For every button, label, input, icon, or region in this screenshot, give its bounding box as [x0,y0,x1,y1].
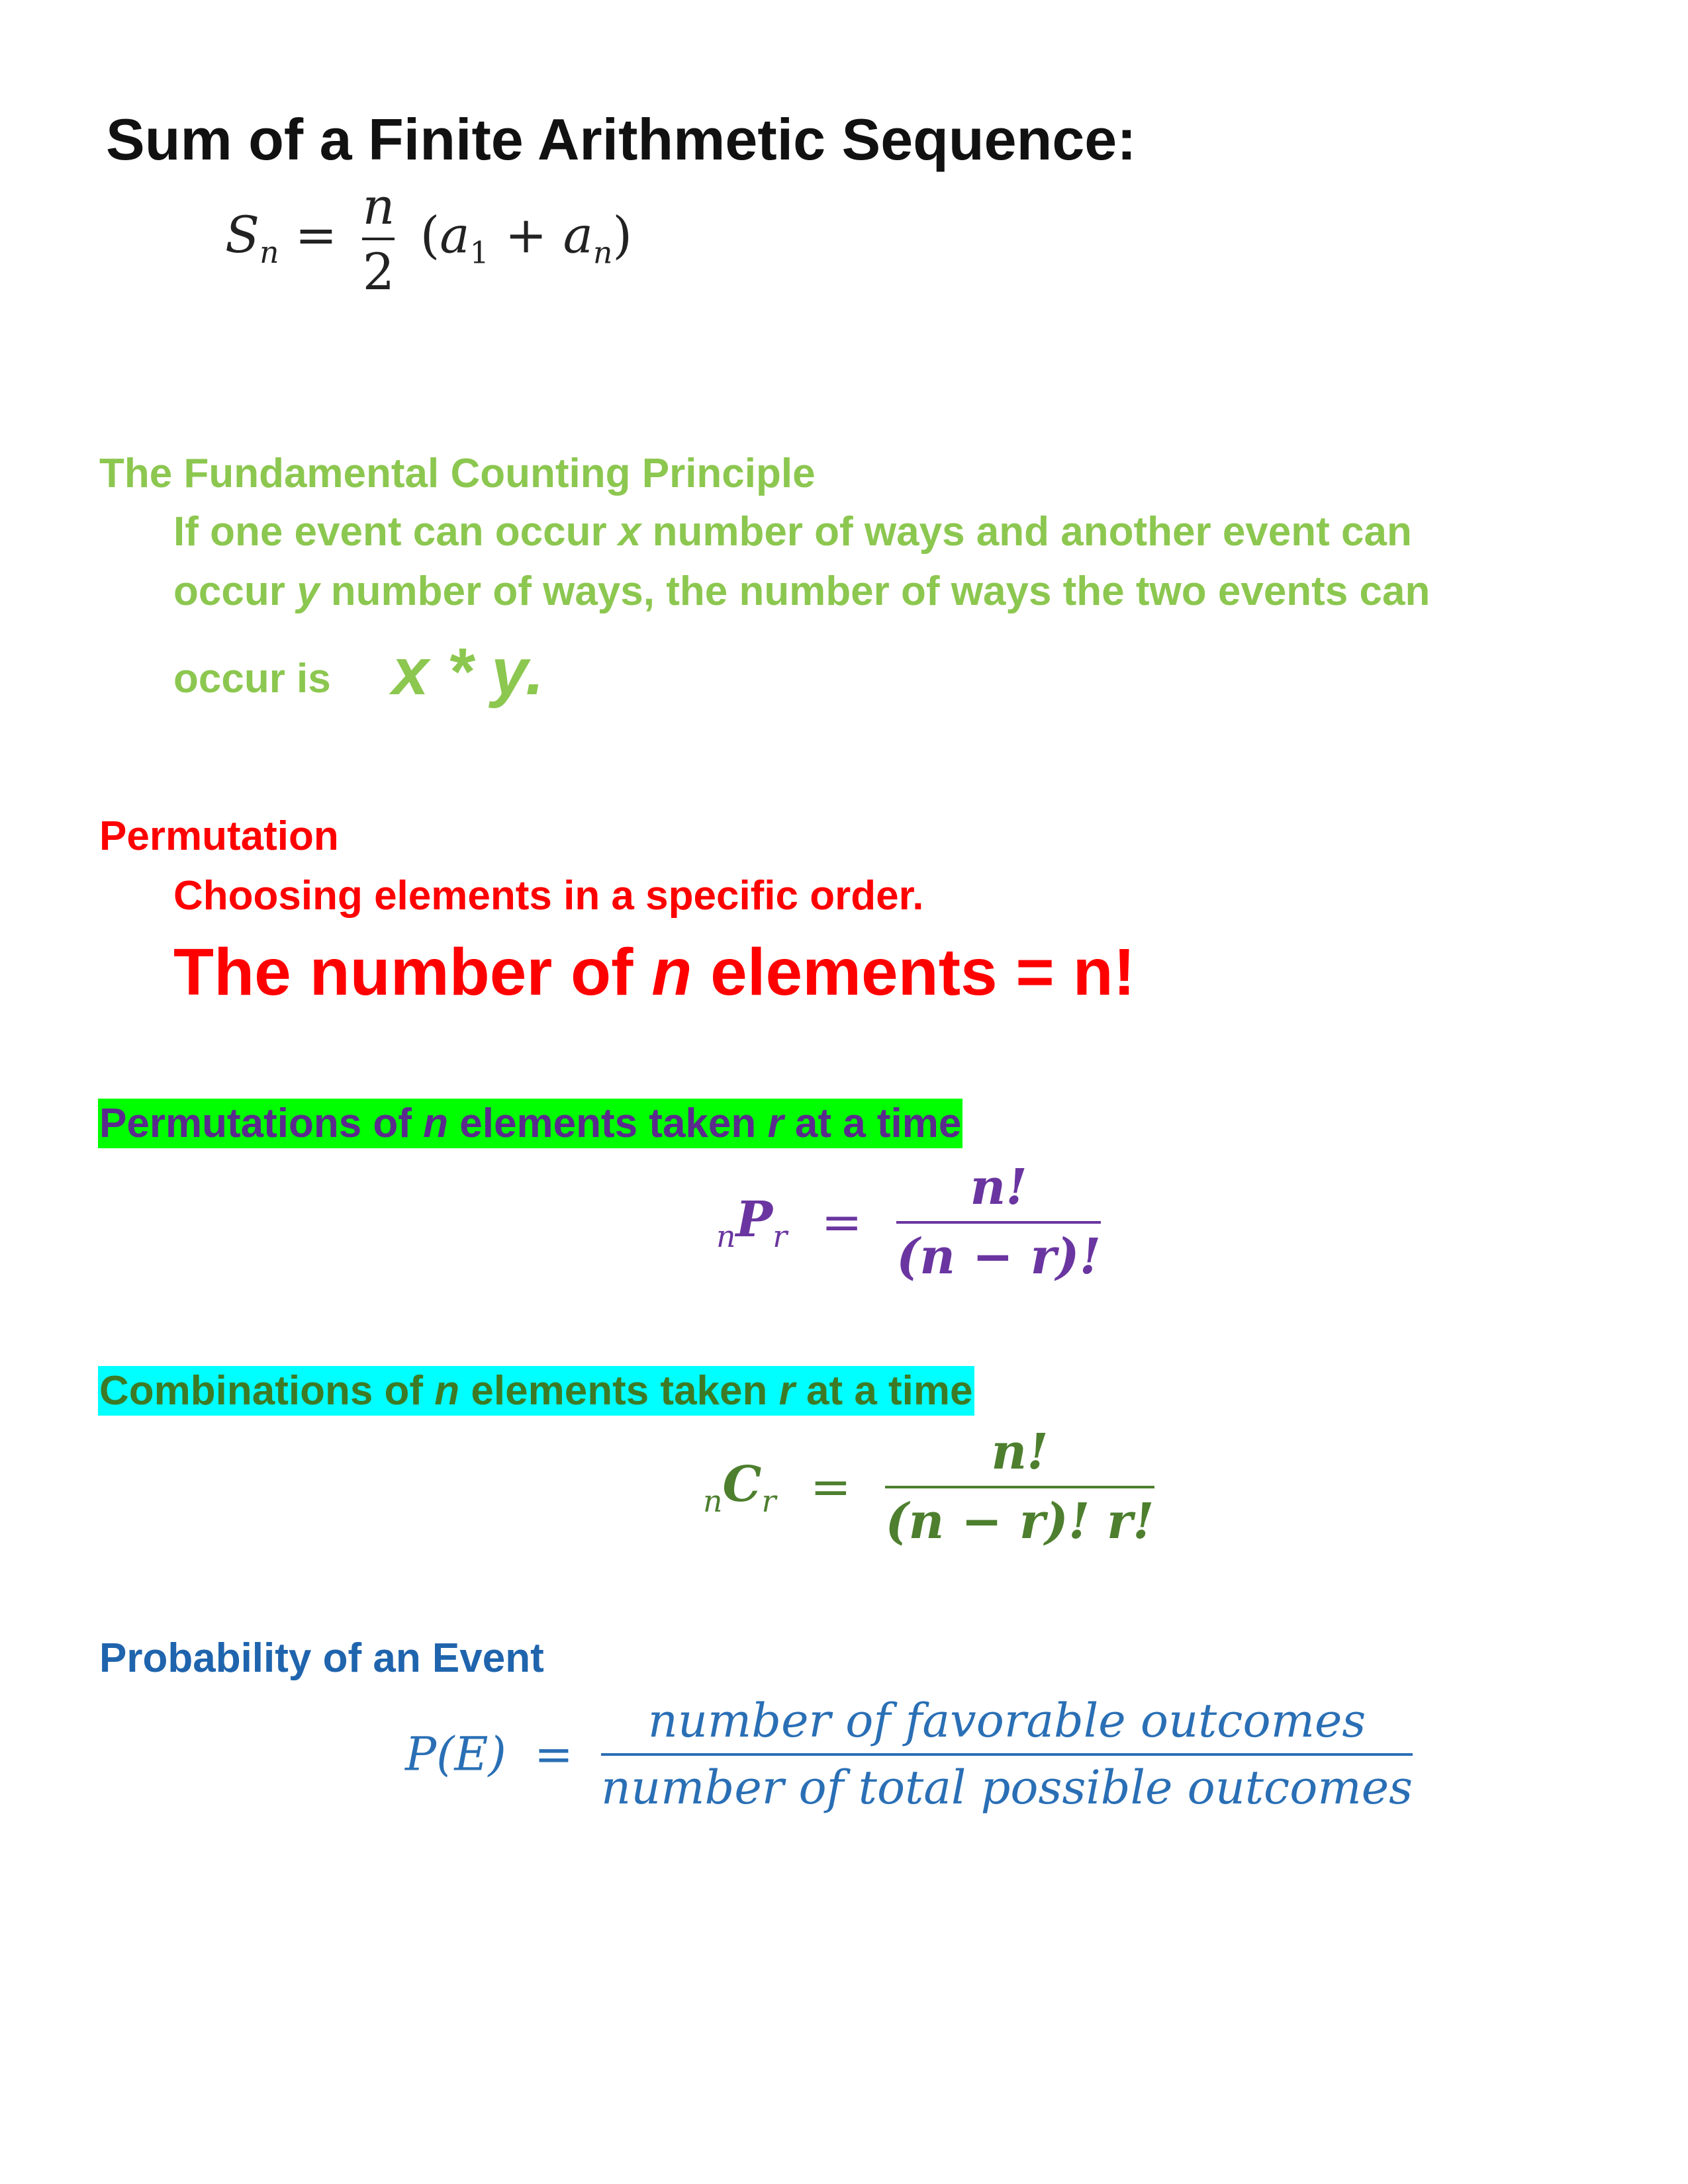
npr-equals: = [821,1194,863,1251]
ncr-lhs: $_nC_r$ [703,1455,776,1519]
probability-denominator: number of total possible outcomes [601,1760,1413,1815]
ncr-denominator: (n − r)! r! [885,1493,1154,1551]
ncr-equals: = [810,1459,851,1516]
permutation-heading: Permutation [99,813,339,859]
npr-heading: Permutations of n elements taken r at a time [98,1099,962,1148]
npr-formula [716,1160,1101,1285]
term-a1-sub: 1 [469,235,489,271]
sum-numerator: n [362,177,395,236]
fraction-bar [601,1753,1413,1756]
fcp-heading: The Fundamental Counting Principle [99,451,816,496]
fraction-bar [896,1221,1101,1224]
fraction-bar [362,238,395,240]
npr-lhs: $_nP_r$ [716,1191,788,1254]
page-title: Sum of a Finite Arithmetic Sequence: [106,107,1137,172]
probability-numerator: number of favorable outcomes [647,1694,1366,1748]
sum-lhs: $S_n$ [225,205,279,271]
ncr-numerator: n! [991,1424,1049,1480]
term-a1: a [440,205,470,265]
npr-fraction [896,1160,1101,1285]
probability-lhs: P(E) [405,1727,506,1782]
term-an-sub: n [592,235,613,271]
sum-fraction [362,177,395,301]
open-paren: ( [420,205,440,265]
permutation-number: The number of n elements = n! [173,935,1135,1009]
plus-sign: + [504,205,547,265]
probability-equals: = [534,1727,573,1782]
sum-denominator: 2 [362,242,395,302]
fcp-line-2: occur y number of ways, the number of ways the two events can [173,569,1430,614]
term-an: a [563,205,593,265]
sum-formula [225,177,632,301]
ncr-fraction [885,1424,1154,1550]
probability-fraction [601,1694,1413,1814]
fcp-line-3: occur is [173,656,331,702]
probability-heading: Probability of an Event [99,1635,544,1681]
sum-equals: = [295,205,338,265]
ncr-formula [703,1424,1154,1550]
probability-formula [405,1694,1413,1814]
npr-numerator: n! [970,1159,1027,1216]
fcp-line-1: If one event can occur x number of ways and another event can [173,509,1412,555]
close-paren: ) [612,205,632,265]
npr-denominator: (n − r)! [896,1228,1102,1286]
ncr-heading: Combinations of n elements taken r at a time [98,1366,974,1416]
fraction-bar [885,1486,1154,1488]
fcp-result: x * y. [392,635,544,709]
permutation-description: Choosing elements in a specific order. [173,873,924,919]
